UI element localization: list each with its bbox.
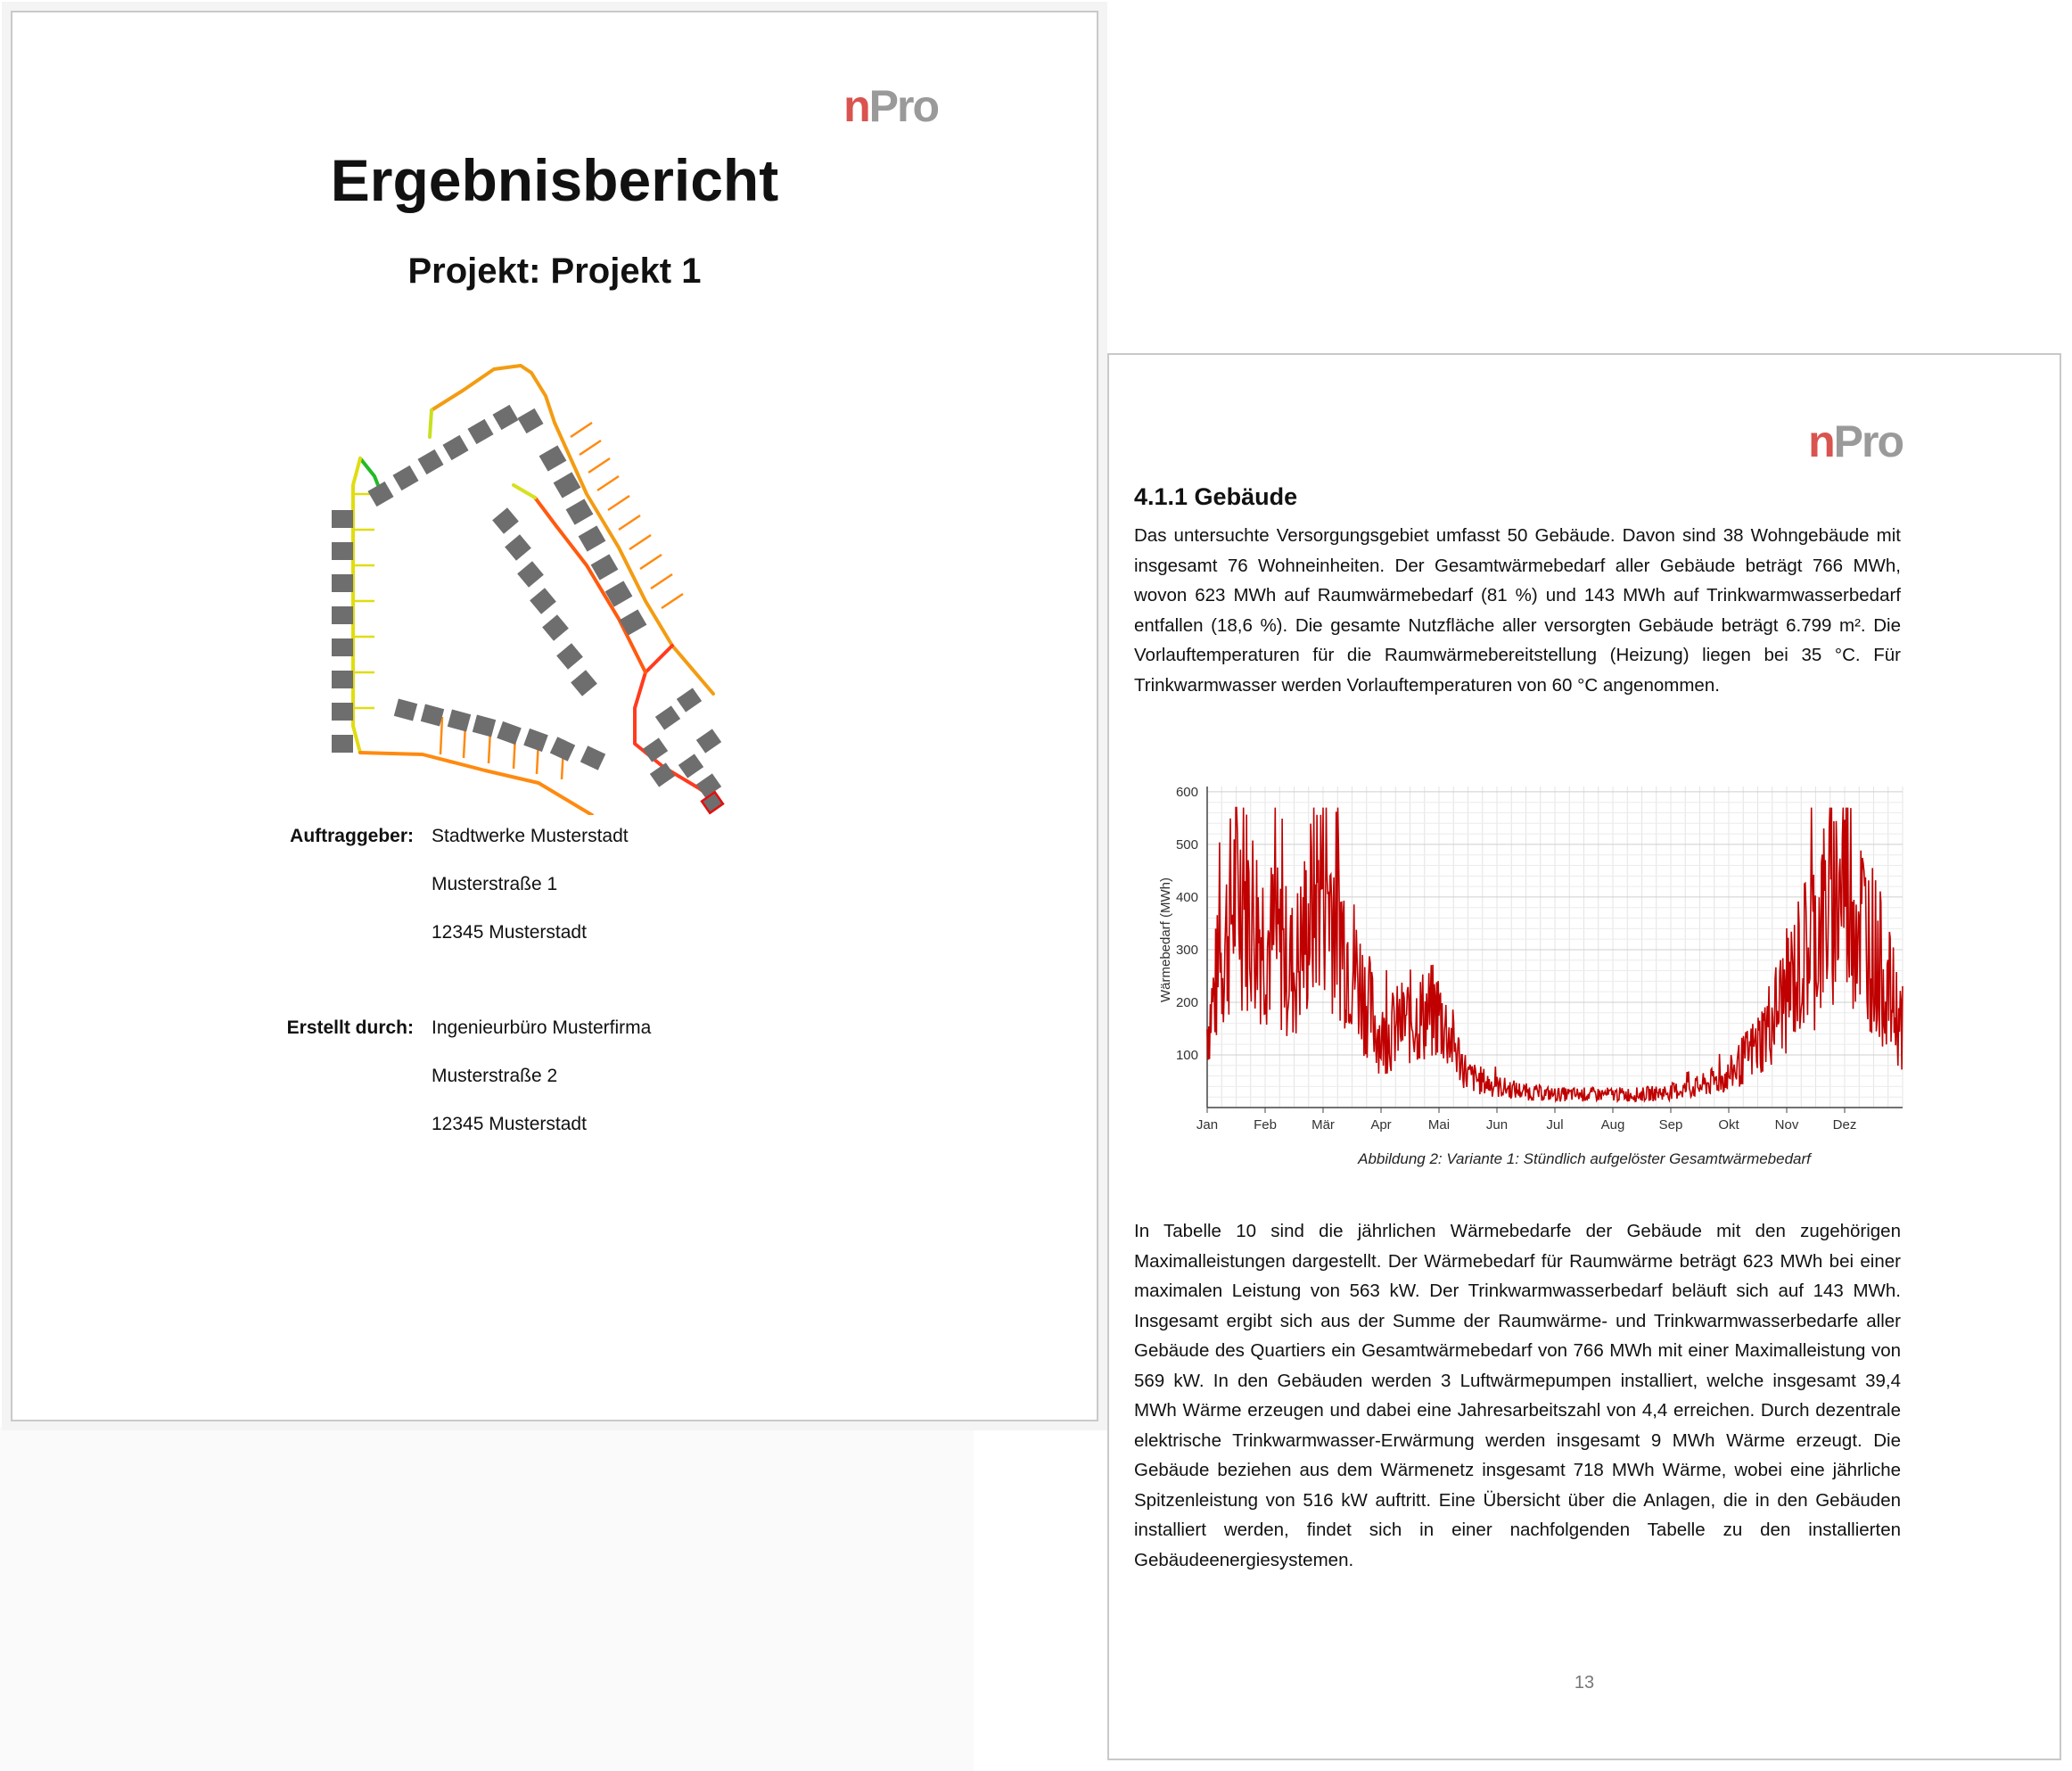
figure-caption: Abbildung 2: Variante 1: Stündlich aufgelöster Gesamtwärmebedarf (1358, 1150, 1811, 1167)
report-content-page (1107, 353, 2061, 1760)
report-cover-page (11, 11, 1098, 1421)
x-tick-label: Jun (1485, 1117, 1509, 1133)
npro-logo: nPro (843, 81, 938, 131)
y-tick-label: 500 (1175, 836, 1198, 853)
x-tick-label: Mär (1311, 1117, 1335, 1133)
x-tick-label: Dez (1832, 1117, 1857, 1133)
client-label: Auftraggeber: (290, 826, 414, 846)
report-title: Ergebnisbericht (330, 147, 779, 213)
district-heating-network-map (307, 351, 770, 815)
background-gap (0, 1427, 974, 1771)
author-line: Musterstraße 2 (432, 1066, 558, 1086)
paragraph-buildings: Das untersuchte Versorgungsgebiet umfasst 50 Gebäude. Davon sind 38 Wohngebäude mit insgesamt 76 Wohneinheiten. Der Gesamtwärmebedarf aller Gebäude beträgt 766 MWh, wovon 623 MWh auf Raumwärmebedarf (81 %) und 143 MWh auf Trinkwarmwasserbedarf entfallen (18,6 %). Die gesamte Nutzfläche aller versorgten Gebäude beträgt 6.799 m². Die Vorlauftemperaturen für die Raumwärmebereitstellung (Heizung) liegen bei 35 °C. Für Trinkwarmwasser werden Vorlauftemperaturen von 60 °C angenommen. (1134, 525, 1901, 696)
y-tick-label: 100 (1175, 1047, 1198, 1063)
client-line: Stadtwerke Musterstadt (432, 826, 629, 846)
x-tick-label: Aug (1600, 1117, 1625, 1133)
client-line: Musterstraße 1 (432, 874, 558, 894)
y-tick-label: 600 (1175, 784, 1198, 800)
client-line: 12345 Musterstadt (432, 922, 587, 943)
project-subtitle: Projekt: Projekt 1 (407, 251, 702, 291)
npro-logo: nPro (1808, 416, 1903, 466)
heat-demand-chart (1145, 778, 1912, 1143)
x-tick-label: Sep (1658, 1117, 1683, 1133)
x-tick-label: Mai (1427, 1117, 1451, 1133)
y-axis-label: Wärmebedarf (MWh) (1158, 877, 1173, 1003)
y-tick-label: 200 (1175, 994, 1198, 1010)
y-tick-label: 300 (1175, 942, 1198, 958)
y-tick-label: 400 (1175, 889, 1198, 905)
x-tick-label: Feb (1254, 1117, 1277, 1133)
author-line: Ingenieurbüro Musterfirma (432, 1017, 652, 1038)
author-label: Erstellt durch: (286, 1017, 414, 1038)
x-tick-label: Jan (1196, 1117, 1219, 1133)
x-tick-label: Apr (1370, 1117, 1392, 1133)
page-number: 13 (1574, 1673, 1595, 1693)
x-tick-label: Nov (1774, 1117, 1799, 1133)
x-tick-label: Jul (1546, 1117, 1564, 1133)
section-heading: 4.1.1 Gebäude (1134, 483, 1298, 510)
x-tick-label: Okt (1718, 1117, 1739, 1133)
author-line: 12345 Musterstadt (432, 1114, 587, 1134)
paragraph-demand: In Tabelle 10 sind die jährlichen Wärmebedarfe der Gebäude mit den zugehörigen Maximalleistungen dargestellt. Der Wärmebedarf für Raumwärme beträgt 623 MWh bei einer maximalen Leistung von 563 kW. Der Trinkwarmwasserbedarf beläuft sich auf 143 MWh. Insgesamt ergibt sich aus der Summe der Raumwärme- und Trinkwarmwasserbedarfe aller Gebäude des Quartiers ein Gesamtwärmebedarf von 766 MWh mit einer Maximalleistung von 569 kW. In den Gebäuden werden 3 Luftwärmepumpen installiert, welche insgesamt 39,4 MWh Wärme erzeugen und dabei eine Jahresarbeitszahl von 4,4 erreichen. Durch dezentrale elektrische Trinkwarmwasser-Erwärmung werden insgesamt 9 MWh Wärme erzeugt. Die Gebäude beziehen aus dem Wärmenetz insgesamt 718 MWh Wärme, wobei eine jährliche Spitzenleistung von 516 kW auftritt. Eine Übersicht über die Anlagen, die in den Gebäuden installiert werden, findet sich in einer nachfolgenden Tabelle zu den installierten Gebäudeenergiesystemen. (1134, 1221, 1901, 1570)
